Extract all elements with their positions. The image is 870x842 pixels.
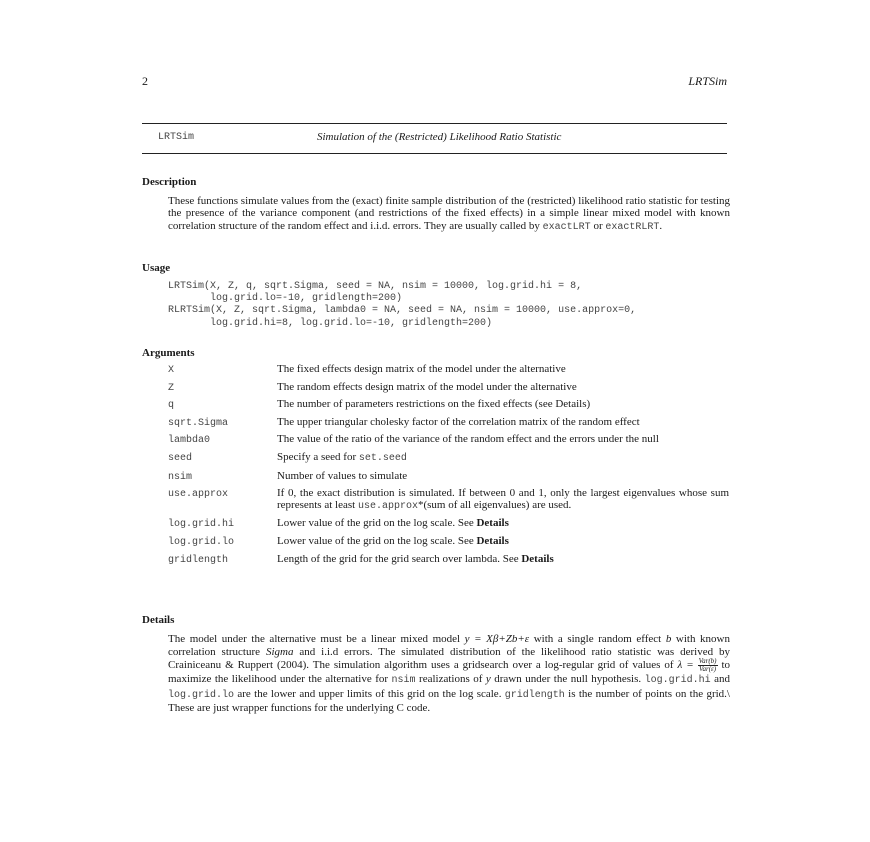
description-text-part: or [590, 219, 606, 232]
argument-row [168, 554, 730, 566]
arguments-heading: Arguments [142, 347, 195, 359]
function-name: LRTSim [158, 132, 195, 143]
argument-row [168, 518, 730, 530]
code-exactlrt: exactLRT [542, 221, 591, 233]
details-heading: Details [142, 614, 175, 626]
code-log-grid-lo: log.grid.lo [168, 689, 235, 701]
argument-description-text: If 0, the exact distribution is simulated. If between 0 and 1, only the largest eigenvalues whose sum represents at least [277, 487, 729, 511]
argument-row [168, 382, 730, 394]
page-number: 2 [142, 74, 148, 88]
argument-name: q [168, 400, 175, 412]
arguments-list [168, 364, 730, 565]
title-rule-top [142, 123, 727, 124]
code-set-seed: set.seed [358, 452, 407, 464]
argument-description: The fixed effects design matrix of the model under the alternative [277, 363, 566, 375]
argument-name: use.approx [168, 489, 229, 501]
argument-description-text: *(sum of all eigenvalues) are used. [417, 498, 572, 511]
details-text-part: with a single random effect [529, 633, 666, 645]
math-fraction [698, 658, 718, 673]
details-text-part: are the lower and upper limits of this grid on the log scale. [234, 687, 505, 700]
details-text-part: with known correlation structure [168, 633, 731, 658]
argument-description-text: Lower value of the grid on the log scale. See [277, 517, 477, 530]
argument-description-text: Lower value of the grid on the log scale. See [277, 534, 477, 547]
argument-name: nsim [168, 471, 193, 483]
description-text-part: . [659, 219, 663, 232]
math-sigma: Sigma [265, 645, 294, 658]
function-title: Simulation of the (Restricted) Likelihood Ratio Statistic [317, 131, 562, 143]
details-text-part: The model under the alternative must be a linear mixed model [168, 633, 465, 645]
argument-name: gridlength [168, 554, 229, 566]
math-b: b [665, 633, 672, 645]
argument-description: The upper triangular cholesky factor of the correlation matrix of the random effect [277, 415, 640, 428]
description-text-part: These functions simulate values from the (exact) finite sample distribution of the (restricted) likelihood ratio statistic for testing the presence of the variance component (and restrictions of the fixed effects) in a simple linear mixed model with known correlation structure of the random effect and i.i.d. errors. They are usually called by [168, 195, 730, 232]
details-text-part: and i.i.d errors. The simulated distribution of the likelihood ratio statistic was derived by Crainiceanu & Ruppert (2004). The simulation algorithm uses a gridsearch over a log-regular grid of values of [168, 645, 730, 672]
code-exactrlrt: exactRLRT [605, 221, 660, 233]
argument-name: log.grid.lo [168, 536, 235, 548]
argument-row [168, 536, 730, 548]
argument-row [168, 471, 730, 483]
function-title-bar [142, 130, 727, 148]
argument-description: The number of parameters restrictions on the fixed effects (see Details) [277, 398, 591, 411]
math-lambda: λ = [677, 659, 698, 672]
argument-name: sqrt.Sigma [168, 417, 229, 429]
details-text [168, 633, 730, 715]
argument-description [277, 452, 729, 465]
usage-code-block [168, 281, 636, 330]
argument-description: The value of the ratio of the variance of the random effect and the errors under the null [277, 433, 659, 446]
argument-row [168, 399, 730, 411]
fraction-denominator: Var(ε) [698, 665, 717, 674]
code-nsim: nsim [391, 675, 416, 687]
argument-description [277, 536, 729, 548]
details-reference: Details [476, 517, 509, 530]
argument-row [168, 364, 730, 376]
details-text-part: realizations of [415, 673, 486, 686]
fraction-numerator: Var(b) [698, 657, 717, 666]
argument-name: lambda0 [168, 435, 211, 447]
description-text [168, 195, 730, 234]
argument-row [168, 488, 730, 512]
usage-heading: Usage [142, 262, 171, 274]
usage-line: log.grid.hi=8, log.grid.lo=-10, gridlength=200) [168, 317, 493, 329]
argument-name: seed [168, 452, 193, 464]
details-text-part: is the number of points on the grid.\ These are just wrapper functions for the underlying C code. [168, 687, 730, 715]
math-model-equation: y = Xβ+Zb+ε [464, 633, 530, 645]
argument-description [277, 554, 729, 566]
math-y: y [485, 673, 491, 686]
code-use-approx: use.approx [357, 500, 418, 512]
argument-row [168, 434, 730, 446]
running-title: LRTSim [688, 74, 727, 88]
details-reference: Details [476, 534, 509, 547]
argument-row [168, 417, 730, 429]
title-rule-bottom [142, 153, 727, 154]
usage-line: log.grid.lo=-10, gridlength=200) [168, 293, 403, 305]
argument-description: Number of values to simulate [277, 469, 408, 482]
usage-line: LRTSim(X, Z, q, sqrt.Sigma, seed = NA, nsim = 10000, log.grid.hi = 8, [168, 281, 583, 292]
argument-name: log.grid.hi [168, 519, 235, 531]
description-heading: Description [142, 176, 197, 188]
details-text-part: and [710, 673, 730, 686]
details-reference: Details [521, 552, 554, 565]
details-text-part: to maximize the likelihood under the alternative for [168, 659, 731, 686]
code-gridlength: gridlength [504, 689, 565, 701]
argument-description [277, 518, 729, 530]
argument-name: X [168, 365, 175, 376]
code-log-grid-hi: log.grid.hi [644, 675, 711, 687]
argument-name: Z [168, 382, 175, 394]
argument-row [168, 452, 730, 465]
argument-description [277, 488, 729, 512]
argument-description-text: Specify a seed for [277, 450, 359, 463]
details-text-part: drawn under the null hypothesis. [490, 673, 645, 686]
argument-description: The random effects design matrix of the model under the alternative [277, 380, 577, 393]
usage-line: RLRTSim(X, Z, sqrt.Sigma, lambda0 = NA, seed = NA, nsim = 10000, use.approx=0, [168, 305, 637, 317]
argument-description-text: Length of the grid for the grid search over lambda. See [277, 552, 522, 565]
